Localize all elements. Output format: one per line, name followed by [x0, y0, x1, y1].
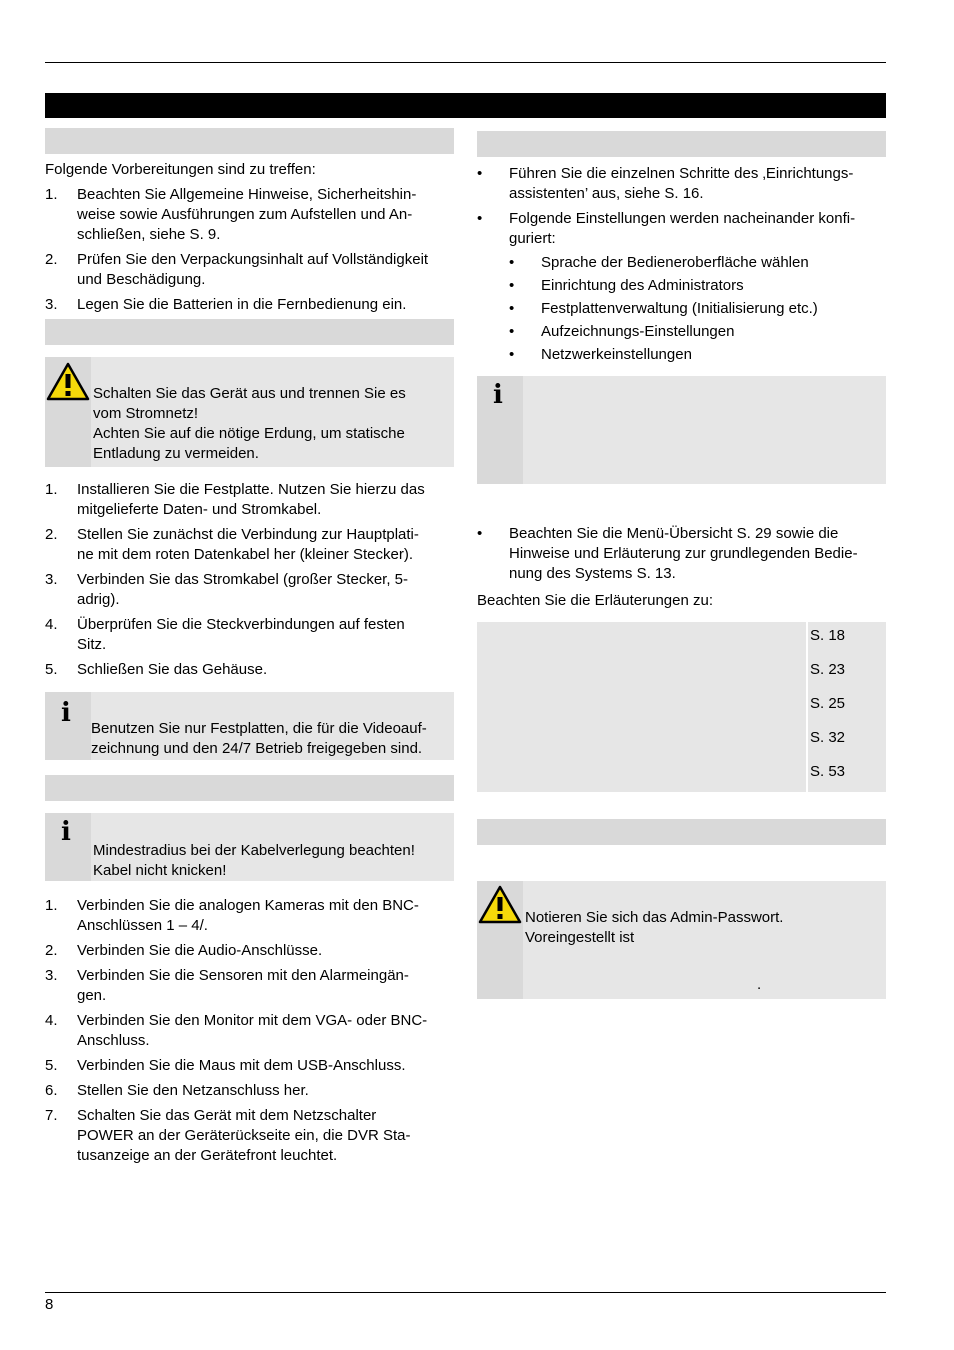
- info-box-setup: [477, 376, 886, 484]
- list-number: 1.: [45, 481, 58, 498]
- bullet: •: [509, 277, 515, 294]
- list-number: 2.: [45, 526, 58, 543]
- list-item-text: Stellen Sie den Netzanschluss her.: [77, 1082, 309, 1099]
- setup-step: [477, 209, 897, 249]
- menu-note: [477, 524, 897, 584]
- info-icon: i: [61, 817, 71, 847]
- info-text-cable: Mindestradius bei der Kabelverlegung beachten! Kabel nicht knicken!: [93, 842, 415, 879]
- list-number: 3.: [45, 571, 58, 588]
- connect-step: [45, 1011, 465, 1051]
- bullet: •: [477, 525, 483, 542]
- list-item-text: Beachten Sie die Menü-Übersicht S. 29 sowie die Hinweise und Erläuterung zur grundlegenden Bedie- nung des Systems S. 13.: [509, 525, 858, 582]
- warning-box-power: [45, 357, 454, 467]
- info-icon: i: [493, 380, 503, 410]
- connect-list: [45, 896, 465, 1166]
- section-heading-bar-password: [477, 819, 886, 845]
- info-box-cable: [45, 813, 454, 881]
- ref-page-2: S. 23: [810, 661, 846, 678]
- list-item-text: Netzwerkeinstellungen: [541, 346, 692, 363]
- setup-substep: [509, 276, 889, 296]
- ref-page-1: S. 18: [810, 627, 846, 644]
- reference-table: [477, 622, 886, 792]
- list-item-text: Stellen Sie zunächst die Verbindung zur Hauptplati- ne mit dem roten Datenkabel her (kleiner Stecker).: [77, 526, 419, 563]
- warning-box-password: [477, 881, 886, 999]
- setup-step: [477, 164, 897, 204]
- list-item-text: Legen Sie die Batterien in die Fernbedienung ein.: [77, 296, 407, 313]
- bullet: •: [477, 165, 483, 182]
- install-step: [45, 615, 465, 655]
- list-item-text: Verbinden Sie das Stromkabel (großer Stecker, 5- adrig).: [77, 571, 408, 608]
- list-number: 2.: [45, 942, 58, 959]
- list-number: 1.: [45, 186, 58, 203]
- warning-triangle-icon: [478, 885, 522, 925]
- list-item-text: Sprache der Bedieneroberfläche wählen: [541, 254, 809, 271]
- page-number: 8: [45, 1296, 54, 1313]
- install-step: [45, 570, 465, 610]
- connect-step: [45, 966, 465, 1006]
- ref-page-4: S. 32: [810, 729, 846, 746]
- list-number: 5.: [45, 1057, 58, 1074]
- list-item-text: Verbinden Sie die Audio-Anschlüsse.: [77, 942, 323, 959]
- list-item-text: Festplattenverwaltung (Initialisierung etc.): [541, 300, 818, 317]
- list-number: 4.: [45, 616, 58, 633]
- setup-steps-list: [477, 164, 897, 249]
- list-number: 3.: [45, 296, 58, 313]
- section-heading-bar-setup: [477, 131, 886, 157]
- bullet: •: [509, 323, 515, 340]
- connect-step: [45, 896, 465, 936]
- list-number: 5.: [45, 661, 58, 678]
- setup-substep: [509, 345, 889, 365]
- bullet: •: [509, 346, 515, 363]
- list-item-text: Verbinden Sie die Sensoren mit den Alarmeingän- gen.: [77, 967, 409, 1004]
- prep-intro: Folgende Vorbereitungen sind zu treffen:: [45, 161, 316, 178]
- connect-step: [45, 1081, 465, 1101]
- setup-substep: [509, 299, 889, 319]
- install-step: [45, 660, 465, 680]
- list-item-text: Schließen Sie das Gehäuse.: [77, 661, 268, 678]
- list-number: 2.: [45, 251, 58, 268]
- install-step: [45, 480, 465, 520]
- install-step: [45, 525, 465, 565]
- list-number: 6.: [45, 1082, 58, 1099]
- bullet: •: [477, 210, 483, 227]
- setup-substep: [509, 253, 889, 273]
- ref-page-5: S. 53: [810, 763, 846, 780]
- connect-step: [45, 941, 465, 961]
- info-text-hdd: Benutzen Sie nur Festplatten, die für die Videoauf- zeichnung und den 24/7 Betrieb freigegeben sind.: [91, 720, 427, 757]
- warning-trailing-dot: .: [757, 976, 762, 993]
- footer-rule: [45, 1292, 886, 1293]
- setup-substep: [509, 322, 889, 342]
- warning-text-power: Schalten Sie das Gerät aus und trennen Sie es vom Stromnetz! Achten Sie auf die nötige Erdung, um statische Entladung zu vermeiden.: [93, 385, 406, 462]
- bullet: •: [509, 254, 515, 271]
- list-number: 7.: [45, 1107, 58, 1124]
- menu-note-list: [477, 524, 897, 584]
- bullet: •: [509, 300, 515, 317]
- header-rule: [45, 62, 886, 63]
- prep-step: [45, 185, 465, 245]
- info-box-hdd: [45, 692, 454, 760]
- list-item-text: Einrichtung des Administrators: [541, 277, 744, 294]
- ref-page-3: S. 25: [810, 695, 846, 712]
- list-number: 1.: [45, 897, 58, 914]
- section-heading-bar-preparation: [45, 128, 454, 154]
- prep-step: [45, 250, 465, 290]
- warning-triangle-icon: [46, 362, 90, 402]
- list-number: 3.: [45, 967, 58, 984]
- list-item-text: Verbinden Sie die analogen Kameras mit den BNC- Anschlüssen 1 – 4/.: [77, 897, 419, 934]
- list-item-text: Verbinden Sie die Maus mit dem USB-Anschluss.: [77, 1057, 406, 1074]
- list-item-text: Folgende Einstellungen werden nacheinander konfi- guriert:: [509, 210, 856, 247]
- section-heading-bar-connect: [45, 775, 454, 801]
- prep-list: [45, 185, 465, 315]
- chapter-title-bar: [45, 93, 886, 118]
- info-icon: i: [61, 698, 71, 728]
- refs-intro: Beachten Sie die Erläuterungen zu:: [477, 592, 713, 609]
- connect-step: [45, 1056, 465, 1076]
- setup-substeps-list: [509, 253, 889, 365]
- list-item-text: Führen Sie die einzelnen Schritte des ‚Einrichtungs- assistenten’ aus, siehe S. 16.: [509, 165, 854, 202]
- warning-text-password: Notieren Sie sich das Admin-Passwort. Voreingestellt ist: [525, 909, 784, 946]
- list-item-text: Überprüfen Sie die Steckverbindungen auf festen Sitz.: [77, 616, 405, 653]
- list-item-text: Verbinden Sie den Monitor mit dem VGA- oder BNC- Anschluss.: [77, 1012, 428, 1049]
- prep-step: [45, 295, 465, 315]
- list-item-text: Installieren Sie die Festplatte. Nutzen Sie hierzu das mitgelieferte Daten- und Stromkabel.: [77, 481, 425, 518]
- section-heading-bar-hdd: [45, 319, 454, 345]
- list-number: 4.: [45, 1012, 58, 1029]
- list-item-text: Prüfen Sie den Verpackungsinhalt auf Vollständigkeit und Beschädigung.: [77, 251, 429, 288]
- list-item-text: Schalten Sie das Gerät mit dem Netzschalter POWER an der Geräterückseite ein, die DVR Sta- tusanzeige an der Gerätefront leuchtet.: [77, 1107, 411, 1164]
- install-list: [45, 480, 465, 680]
- list-item-text: Beachten Sie Allgemeine Hinweise, Sicherheitshin- weise sowie Ausführungen zum Aufstellen und An- schließen, siehe S. 9.: [77, 186, 417, 243]
- list-item-text: Aufzeichnungs-Einstellungen: [541, 323, 735, 340]
- connect-step: [45, 1106, 465, 1166]
